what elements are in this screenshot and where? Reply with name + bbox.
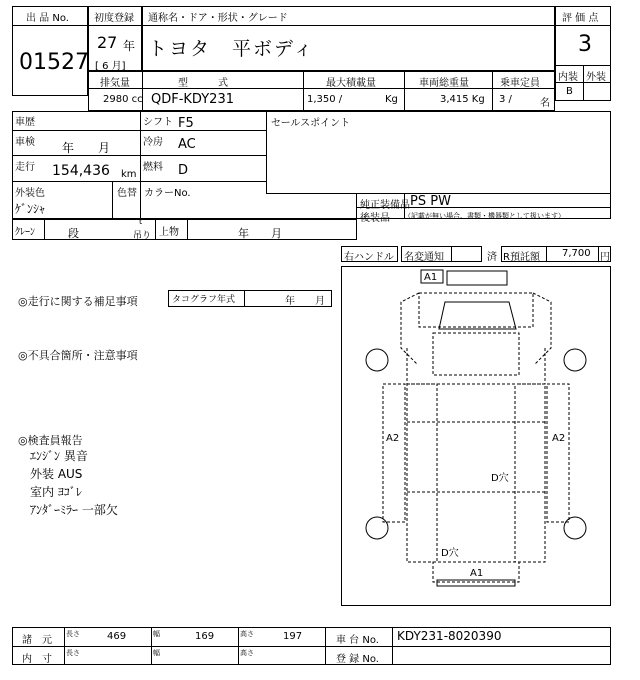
defect-notes-label: ◎不具合箇所・注意事項: [18, 349, 138, 362]
inspection-value: 年 月: [62, 141, 111, 155]
mileage-unit: km: [121, 169, 137, 180]
divider: [12, 130, 266, 131]
grade-label: 評 価 点: [562, 13, 599, 24]
cab-front: [419, 293, 533, 327]
inspector-note: 室内 ﾖｺﾞﾚ: [30, 485, 82, 499]
history-label: 車歴: [15, 117, 35, 128]
height: 197: [283, 631, 303, 642]
damage-mark: A2: [552, 433, 566, 444]
registration-year-unit: 年: [123, 39, 136, 53]
deck-label: 上物: [159, 227, 179, 238]
aftermarket-label: 後装品: [360, 213, 390, 224]
divider: [112, 181, 113, 219]
width: 169: [195, 631, 215, 642]
recycle-fee-label: R預託額: [503, 252, 540, 263]
divider: [546, 246, 547, 262]
damage-mark: A2: [386, 433, 400, 444]
name-change-mark: 済: [487, 252, 497, 263]
width-label: 幅: [153, 630, 160, 638]
crane-row: [12, 219, 357, 240]
displacement: 2980 cc: [103, 94, 143, 105]
tachograph-label: タコグラフ年式: [172, 295, 236, 305]
damage-mark: A1: [470, 568, 484, 579]
height-label: 高さ: [240, 630, 254, 638]
divider: [244, 290, 245, 307]
sales-point-label: セールスポイント: [271, 118, 351, 129]
divider: [598, 246, 599, 262]
registration-month: [ 6 月]: [95, 61, 126, 72]
divider: [140, 111, 141, 219]
inner-dimensions-label: 内 寸: [22, 654, 52, 665]
right-door: [519, 348, 545, 384]
exterior-grade-label: 外装: [586, 72, 606, 83]
divider: [555, 25, 611, 26]
shift: F5: [178, 116, 194, 131]
divider: [392, 627, 393, 665]
divider: [404, 71, 405, 111]
divider: [356, 193, 357, 219]
divider: [12, 25, 88, 26]
length: 469: [107, 631, 127, 642]
model-code-label: 型 式: [178, 78, 228, 89]
hood: [433, 333, 519, 375]
crane-label: ｸﾚｰﾝ: [15, 227, 35, 238]
capacity: 3 /: [499, 94, 512, 105]
inner-length-label: 長さ: [66, 649, 80, 657]
divider: [151, 627, 152, 665]
registration-label: 登 録 No.: [336, 654, 379, 665]
divider: [492, 71, 493, 111]
right-side-gate: [547, 384, 569, 522]
registration-year: 27: [97, 33, 118, 52]
divider: [187, 219, 188, 240]
displacement-label: 排気量: [100, 78, 130, 89]
air-conditioning: AC: [178, 137, 196, 152]
divider: [44, 219, 45, 240]
vehicle-damage-diagram: [341, 266, 611, 606]
divider: [12, 646, 611, 647]
mileage: 154,436: [52, 163, 110, 179]
overall-grade: 3: [578, 32, 592, 57]
shift-label: シフト: [143, 117, 173, 128]
divider: [142, 71, 143, 111]
fuel: D: [178, 163, 189, 178]
rear-bumper: [437, 580, 515, 586]
length-label: 長さ: [66, 630, 80, 638]
dimensions-label: 諸 元: [22, 635, 52, 646]
inspection-label: 車検: [15, 137, 35, 148]
wheel-rear-left: [366, 517, 388, 539]
color-label: 外装色: [15, 188, 45, 199]
wheel-front-left: [366, 349, 388, 371]
divider: [451, 246, 452, 262]
diagram-frame: [342, 267, 611, 606]
name-change-label: 名変通知: [404, 252, 444, 263]
deck-bed: [407, 384, 545, 562]
damage-mark: D穴: [491, 473, 509, 484]
first-registration-label: 初度登録: [94, 13, 134, 24]
ac-label: 冷房: [143, 137, 163, 148]
mileage-label: 走行: [15, 162, 35, 173]
divider: [266, 111, 267, 193]
damage-mark: A1: [424, 272, 438, 283]
divider: [88, 88, 555, 89]
divider: [238, 627, 239, 665]
cab-right: [533, 293, 551, 364]
equipment-label: 純正装備品: [360, 200, 410, 211]
model-code: QDF-KDY231: [151, 92, 234, 107]
divider: [155, 219, 156, 240]
max-load: 1,350 /: [307, 94, 343, 105]
lot-number: 01527: [19, 50, 89, 75]
body-color: ｹﾞﾝｼｬ: [15, 202, 46, 216]
chassis-number: KDY231-8020390: [397, 629, 502, 643]
deck-date: 年 月: [238, 227, 282, 240]
inspector-note: ｴﾝｼﾞﾝ 異音: [30, 449, 88, 463]
left-door: [407, 348, 433, 384]
lot-number-label: 出 品 No.: [26, 13, 69, 24]
windshield: [439, 302, 516, 329]
crane-tonnage-unit: t: [139, 217, 143, 226]
inspector-report-label: ◎検査員報告: [18, 434, 83, 447]
recycle-fee-unit: 円: [600, 252, 610, 263]
divider: [303, 71, 304, 111]
divider: [12, 155, 266, 156]
divider: [325, 627, 326, 665]
tachograph-value: 年 月: [285, 296, 325, 307]
crane-stage: 段: [68, 227, 79, 240]
left-side-gate: [383, 384, 405, 522]
inspector-note: 外装 AUS: [30, 467, 83, 481]
interior-grade: B: [566, 86, 573, 97]
wheel-rear-right: [564, 517, 586, 539]
color-change-label: 色替: [117, 188, 137, 199]
divider: [583, 65, 584, 101]
car-name: トヨタ 平ボディ: [148, 38, 315, 60]
interior-grade-label: 内装: [558, 72, 578, 83]
cab-roof: [447, 271, 507, 285]
aftermarket-note: （記載が無い場合、書類・機器類として扱います）: [404, 212, 565, 220]
wheel-front-right: [564, 349, 586, 371]
capacity-label: 乗車定員: [500, 78, 540, 89]
crane-hoist: 吊り: [133, 231, 152, 241]
driving-notes-label: ◎走行に関する補足事項: [18, 295, 138, 308]
divider: [12, 181, 266, 182]
fuel-label: 燃料: [143, 162, 163, 173]
max-load-unit: Kg: [385, 94, 398, 105]
inner-height-label: 高さ: [240, 649, 254, 657]
cab-left: [401, 293, 419, 364]
model-description-label: 通称名・ドア・形状・グレード: [148, 13, 288, 24]
divider: [64, 627, 65, 665]
chassis-label: 車 台 No.: [336, 635, 379, 646]
max-load-label: 最大積載量: [326, 78, 376, 89]
inspector-note: ｱﾝﾀﾞｰﾐﾗｰ 一部欠: [30, 503, 118, 517]
steering-side: 右ハンドル: [344, 252, 394, 263]
inner-width-label: 幅: [153, 649, 160, 657]
recycle-fee: 7,700: [562, 248, 591, 259]
color-code-label: カラーNo.: [144, 188, 191, 199]
damage-mark: D穴: [441, 548, 459, 559]
gross-weight: 3,415 Kg: [440, 94, 485, 105]
equipment: PS PW: [410, 194, 451, 209]
capacity-unit: 名: [540, 98, 550, 109]
gross-weight-label: 車両総重量: [419, 78, 469, 89]
